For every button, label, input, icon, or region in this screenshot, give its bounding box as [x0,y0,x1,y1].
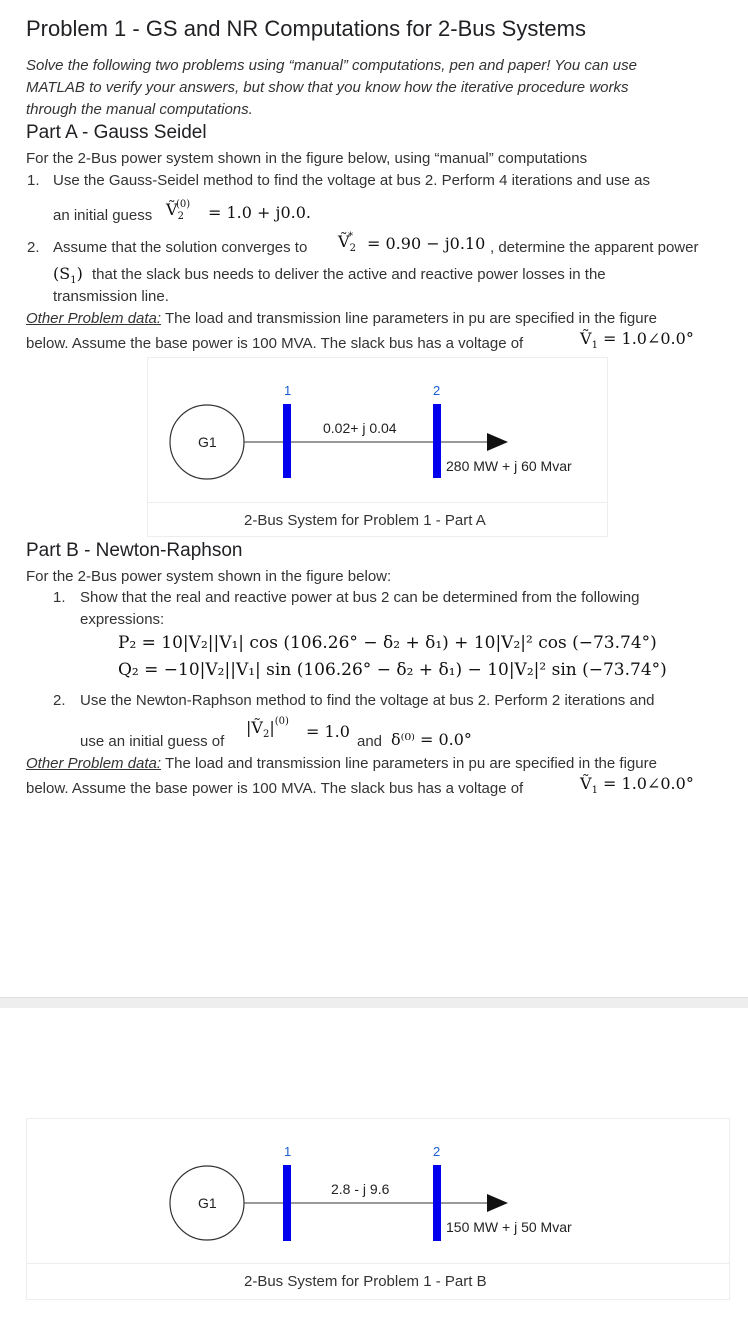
part-b-item1-line1: Show that the real and reactive power at bus 2 can be determined from the following [80,589,640,606]
part-a-other-data [26,310,657,327]
part-b-and: and [357,733,383,750]
figure-b-bus1-label: 1 [284,1144,292,1159]
v2-initial-symbol: Ṽ$_2^{(0)}$ [166,198,191,223]
figure-a-bus2-label: 2 [433,383,441,398]
part-b-item2-line1: Use the Newton-Raphson method to find the voltage at bus 2. Perform 2 iterations and [80,692,655,709]
part-b-other-data-label: Other Problem data: [26,755,162,772]
part-a-item2-number: 2. [27,239,40,256]
figure-a-line-impedance: 0.02+ j 0.04 [323,420,397,436]
figure-a-bus1-label: 1 [284,383,292,398]
intro-line-3: through the manual computations. [26,101,253,118]
part-a-heading: Part A - Gauss Seidel [26,122,207,143]
part-b-other-data [26,755,657,772]
figure-a-caption: 2-Bus System for Problem 1 - Part A [244,512,486,529]
part-b-lead: For the 2-Bus power system shown in the figure below: [26,568,392,585]
part-a-slack-voltage: Ṽ$_1$ = 1.0∠0.0° [580,329,694,352]
part-a-lead: For the 2-Bus power system shown in the figure below, using “manual” computations [26,150,588,167]
figure-a-load-label: 280 MW + j 60 Mvar [446,458,572,474]
part-a-item2-pre: Assume that the solution converges to [53,239,308,256]
part-a-item1-number: 1. [27,172,40,189]
intro-line-2: MATLAB to verify your answers, but show that you know how the iterative procedure works [26,79,629,96]
part-a-item2-line2: that the slack bus needs to deliver the active and reactive power losses in the [92,266,606,283]
figure-b-line-impedance: 2.8 - j 9.6 [331,1181,390,1197]
figure-b-bus2-label: 2 [433,1144,441,1159]
s1-symbol-text: (S [53,264,71,283]
part-a-other-data-label: Other Problem data: [26,310,162,327]
part-b-item2-line2: use an initial guess of [80,733,225,750]
bus-1-bar [283,1165,291,1241]
part-a-item1-line2: an initial guess [53,207,153,224]
bus-2-bar [433,404,441,478]
part-a-other-data-line2: below. Assume the base power is 100 MVA. The slack bus has a voltage of [26,335,524,352]
page-separator [0,997,748,1008]
part-b-initial-magnitude: = 1.0 [306,722,350,741]
bus-2-bar [433,1165,441,1241]
figure-b-caption: 2-Bus System for Problem 1 - Part B [244,1273,487,1290]
intro-line-1: Solve the following two problems using “manual” computations, pen and paper! You can use [26,57,637,74]
part-a-item1-line1: Use the Gauss-Seidel method to find the voltage at bus 2. Perform 4 iterations and use as [53,172,651,189]
load-arrow-icon [487,1194,508,1212]
part-b-slack-voltage: Ṽ$_1$ = 1.0∠0.0° [580,774,694,797]
v2-star-symbol: Ṽ$_2$* [338,230,356,255]
figure-b-gen-label: G1 [198,1195,217,1211]
equation-q2: Q₂ = −10|V₂||V₁| sin (106.26° − δ₂ + δ₁) − 10|V₂|² sin (−73.74°) [118,660,667,680]
part-a-other-data-line1: The load and transmission line parameters in pu are specified in the figure [164,310,657,327]
part-b-slack-value: = 1.0∠0.0° [603,774,694,793]
part-b-item1-line2: expressions: [80,611,165,628]
part-b-item2-number: 2. [53,692,66,709]
part-a-item2-line3: transmission line. [53,288,169,305]
figure-a-gen-label: G1 [198,434,217,450]
part-a-initial-guess: = 1.0 + j0.0. [208,203,312,222]
part-b-initial-angle: δ⁽⁰⁾ = 0.0° [391,730,472,749]
part-b-item1-number: 1. [53,589,66,606]
part-a-item2-post: , determine the apparent power [490,239,699,256]
bus-1-bar [283,404,291,478]
load-arrow-icon [487,433,508,451]
page-title: Problem 1 - GS and NR Computations for 2-Bus Systems [26,16,586,41]
equation-p2: P₂ = 10|V₂||V₁| cos (106.26° − δ₂ + δ₁) + 10|V₂|² cos (−73.74°) [118,633,657,653]
part-b-heading: Part B - Newton-Raphson [26,540,243,561]
part-a-slack-value: = 1.0∠0.0° [603,329,694,348]
figure-b-load-label: 150 MW + j 50 Mvar [446,1219,572,1235]
part-a-converged-value: = 0.90 − j0.10 [367,234,486,253]
v2-magnitude-symbol: $|Ṽ_2|^{(0)}$ [246,715,289,741]
part-b-other-data-line2: below. Assume the base power is 100 MVA. The slack bus has a voltage of [26,780,524,797]
s1-symbol: $(S_1)$ [53,264,83,287]
part-b-other-data-line1: The load and transmission line parameters in pu are specified in the figure [164,755,657,772]
